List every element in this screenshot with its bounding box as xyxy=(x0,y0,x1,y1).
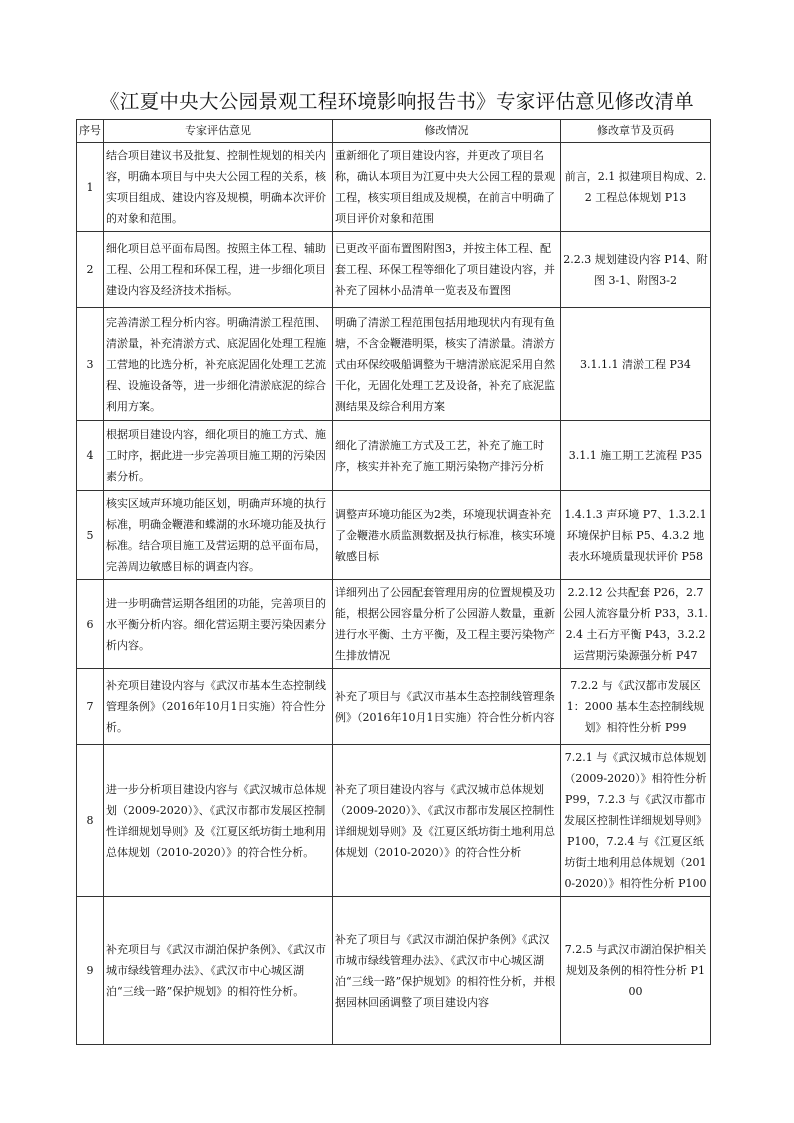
row-opinion: 完善清淤工程分析内容。明确清淤工程范围、清淤量，补充清淤方式、底泥固化处理工程施工营地的比选分析，补充底泥固化处理工艺流程、设施设备等，进一步细化清淤底泥的综合利用方案。 xyxy=(104,308,333,421)
table-row xyxy=(77,143,711,232)
row-modification: 明确了清淤工程范围包括用地现状内有现有鱼塘，不含金鞭港明渠，核实了清淤量。清淤方式由环保绞吸船调整为干塘清淤底泥采用自然干化，无固化处理工艺及设备，补充了底泥监测结果及综合利用方案 xyxy=(333,308,561,421)
table-row xyxy=(77,308,711,421)
table-row xyxy=(77,669,711,745)
row-opinion: 细化项目总平面布局图。按照主体工程、辅助工程、公用工程和环保工程，进一步细化项目建设内容及经济技术指标。 xyxy=(104,232,333,308)
row-modification: 已更改平面布置图附图3，并按主体工程、配套工程、环保工程等细化了项目建设内容，并补充了园林小品清单一览表及布置图 xyxy=(333,232,561,308)
row-number: 3 xyxy=(77,308,104,421)
table-row xyxy=(77,232,711,308)
row-number: 4 xyxy=(77,421,104,491)
row-number: 5 xyxy=(77,491,104,580)
row-section: 3.1.1.1 清淤工程 P34 xyxy=(561,308,711,421)
row-number: 1 xyxy=(77,143,104,232)
document-title: 《江夏中央大公园景观工程环境影响报告书》专家评估意见修改清单 xyxy=(99,90,694,113)
row-number: 2 xyxy=(77,232,104,308)
row-opinion: 进一步分析项目建设内容与《武汉城市总体规划（2009-2020）》、《武汉市都市发展区控制性详细规划导则》及《江夏区纸坊街土地利用总体规划（2010-2020）》的符合性分析。 xyxy=(104,745,333,897)
row-modification: 补充了项目与《武汉市湖泊保护条例》《武汉市城市绿线管理办法》、《武汉市中心城区湖泊“三线一路”保护规划》的相符性分析，并根据园林回函调整了项目建设内容 xyxy=(333,897,561,1045)
row-section: 7.2.5 与武汉市湖泊保护相关规划及条例的相符性分析 P100 xyxy=(561,897,711,1045)
row-opinion: 补充项目建设内容与《武汉市基本生态控制线管理条例》（2016年10月1日实施）符合性分析。 xyxy=(104,669,333,745)
row-section: 7.2.2 与《武汉都市发展区 1：2000 基本生态控制线规划》相符性分析 P99 xyxy=(561,669,711,745)
header-section-page: 修改章节及页码 xyxy=(561,120,711,143)
row-section: 1.4.1.3 声环境 P7、1.3.2.1 环境保护目标 P5、4.3.2 地表水环境质量现状评价 P58 xyxy=(561,491,711,580)
row-number: 6 xyxy=(77,580,104,669)
row-modification: 调整声环境功能区为2类，环境现状调查补充了金鞭港水质监测数据及执行标准，核实环境敏感目标 xyxy=(333,491,561,580)
row-number: 7 xyxy=(77,669,104,745)
row-opinion: 进一步明确营运期各组团的功能，完善项目的水平衡分析内容。细化营运期主要污染因素分析内容。 xyxy=(104,580,333,669)
row-modification: 补充了项目建设内容与《武汉城市总体规划（2009-2020）》、《武汉市都市发展区控制性详细规划导则》及《江夏区纸坊街土地利用总体规划（2010-2020）》的符合性分析 xyxy=(333,745,561,897)
table-row xyxy=(77,745,711,897)
table-header-row xyxy=(77,120,711,143)
row-section: 2.2.12 公共配套 P26，2.7 公园人流容量分析 P33，3.1.2.4 土石方平衡 P43，3.2.2 运营期污染源强分析 P47 xyxy=(561,580,711,669)
row-modification: 重新细化了项目建设内容，并更改了项目名称，确认本项目为江夏中央大公园工程的景观工程，核实项目组成及规模，在前言中明确了项目评价对象和范围 xyxy=(333,143,561,232)
row-section: 3.1.1 施工期工艺流程 P35 xyxy=(561,421,711,491)
row-modification: 详细列出了公园配套管理用房的位置规模及功能，根据公园容量分析了公园游人数量，重新进行水平衡、土方平衡，及工程主要污染物产生排放情况 xyxy=(333,580,561,669)
row-modification: 补充了项目与《武汉市基本生态控制线管理条例》（2016年10月1日实施）符合性分析内容 xyxy=(333,669,561,745)
row-section: 7.2.1 与《武汉城市总体规划（2009-2020）》相符性分析 P99，7.2.3 与《武汉市都市发展区控制性详细规划导则》 P100，7.2.4 与《江夏区纸坊街土地利用总体规划（2010-2020）》相符性分析 P100 xyxy=(561,745,711,897)
table-row xyxy=(77,580,711,669)
table-row xyxy=(77,421,711,491)
row-opinion: 核实区域声环境功能区划，明确声环境的执行标准，明确金鞭港和蝶湖的水环境功能及执行标准。结合项目施工及营运期的总平面布局，完善周边敏感目标的调查内容。 xyxy=(104,491,333,580)
table-row xyxy=(77,897,711,1045)
table-row xyxy=(77,491,711,580)
revision-table xyxy=(76,119,711,1045)
row-section: 前言，2.1 拟建项目构成、2.2 工程总体规划 P13 xyxy=(561,143,711,232)
row-opinion: 补充项目与《武汉市湖泊保护条例》、《武汉市城市绿线管理办法》、《武汉市中心城区湖泊“三线一路”保护规划》的相符性分析。 xyxy=(104,897,333,1045)
row-number: 9 xyxy=(77,897,104,1045)
row-opinion: 结合项目建议书及批复、控制性规划的相关内容，明确本项目与中央大公园工程的关系，核实项目组成、建设内容及规模，明确本次评价的对象和范围。 xyxy=(104,143,333,232)
row-modification: 细化了清淤施工方式及工艺，补充了施工时序，核实并补充了施工期污染物产排污分析 xyxy=(333,421,561,491)
row-number: 8 xyxy=(77,745,104,897)
header-serial-number: 序号 xyxy=(77,120,104,143)
header-expert-opinion: 专家评估意见 xyxy=(104,120,333,143)
header-modification: 修改情况 xyxy=(333,120,561,143)
row-opinion: 根据项目建设内容，细化项目的施工方式、施工时序，据此进一步完善项目施工期的污染因素分析。 xyxy=(104,421,333,491)
row-section: 2.2.3 规划建设内容 P14、附图 3-1、附图3-2 xyxy=(561,232,711,308)
